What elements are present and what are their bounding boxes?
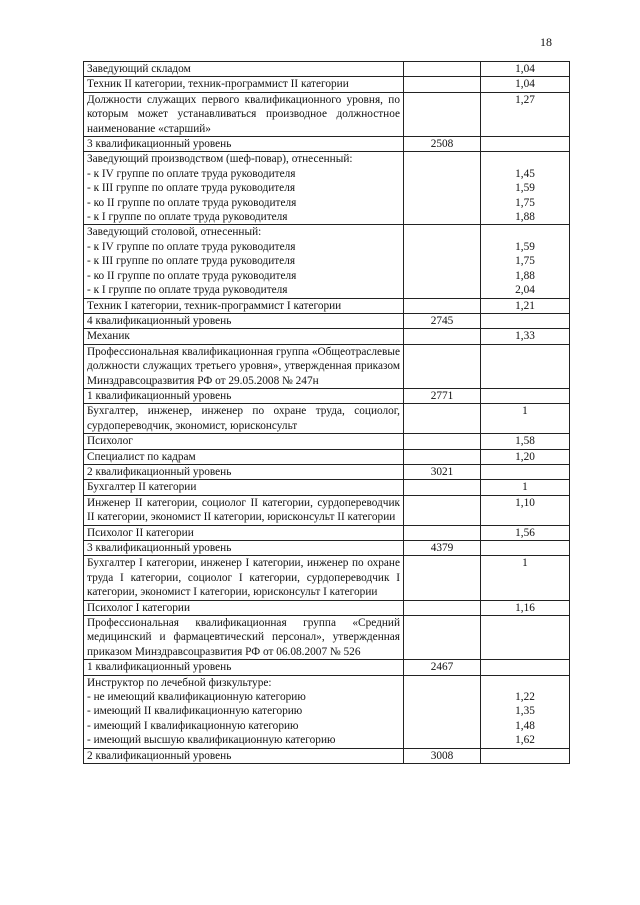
- coefficient-value: [484, 676, 566, 690]
- coefficient-value: 1,04: [515, 63, 535, 75]
- base-salary-cell: [404, 675, 481, 748]
- position-name-cell: [84, 541, 404, 556]
- position-name-line: - к I группе по оплате труда руководителя: [87, 211, 288, 224]
- position-name-line: Психолог I категории: [87, 601, 190, 614]
- coefficient-value: 1,59: [515, 240, 535, 253]
- coefficient-value: 1,27: [515, 93, 535, 106]
- table-row: [84, 600, 570, 615]
- table-row: [84, 137, 570, 152]
- base-salary-cell: [404, 434, 481, 449]
- position-name-line: Техник I категории, техник-программист I категории: [87, 299, 342, 312]
- coefficient-cell: [481, 62, 570, 77]
- coefficient-value: 1: [522, 481, 528, 494]
- position-name-cell: [84, 464, 404, 479]
- coefficient-cell: [481, 495, 570, 525]
- position-name-line: Должности служащих первого квалификационного уровня, по которым может устанавливаться производное должностное наименование «старший»: [87, 93, 400, 135]
- table-row: [84, 660, 570, 675]
- base-salary-cell: [404, 152, 481, 225]
- position-name-cell: [84, 298, 404, 313]
- coefficient-value: 1,75: [515, 196, 535, 209]
- position-name-line: Психолог II категории: [87, 526, 194, 539]
- table-row: [84, 152, 570, 225]
- position-name-line: - ко II группе по оплате труда руководителя: [87, 196, 297, 209]
- coefficient-value: [484, 314, 566, 328]
- position-name-line: Профессиональная квалификационная группа «Средний медицинский и фармацевтический персонал», утвержденная приказом Минздравсоцразвития РФ от 06.08.2007 № 526: [87, 617, 400, 658]
- table-row: [84, 77, 570, 92]
- position-name-line: - ко II группе по оплате труда руководителя: [87, 269, 297, 282]
- position-name-cell: [84, 480, 404, 495]
- coefficient-cell: [481, 449, 570, 464]
- coefficient-cell: [481, 434, 570, 449]
- coefficient-cell: [481, 480, 570, 495]
- coefficient-value: 1,59: [515, 182, 535, 195]
- position-name-line: Техник II категории, техник-программист II категории: [87, 78, 349, 91]
- base-salary-cell: [404, 525, 481, 540]
- coefficient-cell: [481, 313, 570, 328]
- coefficient-cell: [481, 152, 570, 225]
- coefficient-value: [484, 389, 566, 403]
- table-row: [84, 388, 570, 403]
- position-name-cell: [84, 329, 404, 344]
- position-name-line: Специалист по кадрам: [87, 450, 196, 463]
- position-name-cell: [84, 449, 404, 464]
- coefficient-value: 1,48: [515, 719, 535, 732]
- coefficient-value: 1: [522, 405, 528, 418]
- base-salary-cell: 2508: [404, 137, 481, 152]
- coefficient-value: 1,10: [515, 496, 535, 509]
- base-salary-cell: 2467: [404, 660, 481, 675]
- coefficient-value: 1,04: [515, 78, 535, 91]
- position-name-cell: [84, 660, 404, 675]
- base-salary-cell: 4379: [404, 541, 481, 556]
- coefficient-value: 1,35: [515, 705, 535, 718]
- table-row: [84, 344, 570, 388]
- table-row: [84, 480, 570, 495]
- table-row: [84, 495, 570, 525]
- coefficient-cell: [481, 344, 570, 388]
- position-name-cell: [84, 92, 404, 136]
- position-name-line: - к III группе по оплате труда руководителя: [87, 255, 296, 268]
- base-salary-cell: [404, 495, 481, 525]
- position-name-cell: [84, 434, 404, 449]
- position-name-cell: [84, 525, 404, 540]
- position-name-cell: [84, 152, 404, 225]
- position-name-cell: [84, 616, 404, 660]
- position-name-line: - имеющий I квалификационную категорию: [87, 719, 299, 732]
- coefficient-cell: [481, 92, 570, 136]
- table-row: [84, 449, 570, 464]
- base-salary-cell: [404, 600, 481, 615]
- coefficient-value: 1,21: [515, 299, 535, 312]
- position-name-line: Профессиональная квалификационная группа «Общеотраслевые должности служащих третьего уровня», утвержденная приказом Минздравсоцразвития РФ от 29.05.2008 № 247н: [87, 345, 400, 387]
- position-name-line: 1 квалификационный уровень: [87, 389, 232, 402]
- coefficient-cell: [481, 616, 570, 660]
- position-name-cell: [84, 77, 404, 92]
- base-salary-cell: [404, 92, 481, 136]
- position-name-line: 1 квалификационный уровень: [87, 661, 232, 674]
- coefficient-value: [484, 749, 566, 763]
- page-number: 18: [540, 35, 552, 49]
- coefficient-value: 1,16: [515, 601, 535, 614]
- position-name-cell: [84, 404, 404, 434]
- table-row: [84, 464, 570, 479]
- table-row: [84, 525, 570, 540]
- coefficient-value: [484, 345, 566, 359]
- table-row: [84, 675, 570, 748]
- coefficient-value: 1,33: [515, 330, 535, 343]
- coefficient-value: [484, 616, 566, 630]
- coefficient-value: 1: [522, 557, 528, 570]
- table-row: [84, 404, 570, 434]
- coefficient-cell: [481, 600, 570, 615]
- position-name-line: - к III группе по оплате труда руководителя: [87, 182, 296, 195]
- coefficient-value: 1,62: [515, 734, 535, 747]
- table-row: [84, 298, 570, 313]
- coefficient-cell: [481, 137, 570, 152]
- position-name-line: Психолог: [87, 435, 133, 448]
- coefficient-cell: [481, 388, 570, 403]
- base-salary-cell: [404, 329, 481, 344]
- coefficient-cell: [481, 404, 570, 434]
- position-name-line: Заведующий столовой, отнесенный:: [87, 226, 262, 239]
- position-name-line: - к IV группе по оплате труда руководителя: [87, 240, 296, 253]
- position-name-line: - имеющий II квалификационную категорию: [87, 705, 303, 718]
- coefficient-cell: [481, 525, 570, 540]
- table-row: [84, 62, 570, 77]
- coefficient-value: 2,04: [515, 284, 535, 297]
- position-name-line: Инструктор по лечебной физкультуре:: [87, 676, 272, 689]
- coefficient-value: [484, 137, 566, 151]
- coefficient-cell: [481, 464, 570, 479]
- table-row: [84, 225, 570, 298]
- position-name-line: - к IV группе по оплате труда руководителя: [87, 167, 296, 180]
- coefficient-value: 1,75: [515, 255, 535, 268]
- base-salary-cell: 3021: [404, 464, 481, 479]
- position-name-cell: [84, 675, 404, 748]
- base-salary-cell: [404, 298, 481, 313]
- position-name-cell: [84, 62, 404, 77]
- position-name-line: Заведующий производством (шеф-повар), отнесенный:: [87, 153, 353, 166]
- coefficient-cell: [481, 556, 570, 600]
- coefficient-value: [484, 465, 566, 479]
- position-name-line: Инженер II категории, социолог II категории, сурдопереводчик II категории, экономист II категории, юрисконсульт II категории: [87, 496, 400, 524]
- coefficient-cell: [481, 77, 570, 92]
- table-row: [84, 92, 570, 136]
- coefficient-cell: [481, 660, 570, 675]
- coefficient-cell: [481, 675, 570, 748]
- position-name-cell: [84, 495, 404, 525]
- base-salary-cell: [404, 404, 481, 434]
- position-name-line: 3 квалификационный уровень: [87, 542, 232, 554]
- table-row: [84, 556, 570, 600]
- position-name-line: Бухгалтер, инженер, инженер по охране труда, социолог, сурдопереводчик, экономист, юрисконсульт: [87, 405, 400, 432]
- coefficient-value: [484, 225, 566, 239]
- coefficient-value: [484, 541, 566, 555]
- table-row: [84, 313, 570, 328]
- base-salary-cell: [404, 344, 481, 388]
- table-row: [84, 541, 570, 556]
- base-salary-cell: [404, 62, 481, 77]
- coefficient-value: 1,58: [515, 435, 535, 448]
- position-name-line: Бухгалтер I категории, инженер I категории, инженер по охране труда I категории, социолог I категории, сурдопереводчик I категории, экономист I категории, юрисконсульт I категории: [87, 557, 400, 599]
- position-name-cell: [84, 600, 404, 615]
- position-name-cell: [84, 388, 404, 403]
- coefficient-value: 1,88: [515, 211, 535, 224]
- coefficient-cell: [481, 298, 570, 313]
- position-name-line: 2 квалификационный уровень: [87, 749, 232, 762]
- base-salary-cell: [404, 480, 481, 495]
- coefficient-cell: [481, 748, 570, 763]
- coefficient-value: [484, 660, 566, 674]
- base-salary-cell: [404, 616, 481, 660]
- position-name-cell: [84, 137, 404, 152]
- coefficient-cell: [481, 541, 570, 556]
- base-salary-cell: [404, 556, 481, 600]
- coefficient-value: [484, 152, 566, 166]
- position-name-line: - не имеющий квалификационную категорию: [87, 691, 306, 704]
- table-row: [84, 616, 570, 660]
- coefficient-value: 1,56: [515, 526, 535, 539]
- base-salary-cell: 2771: [404, 388, 481, 403]
- coefficient-value: 1,20: [515, 450, 535, 463]
- position-name-line: - имеющий высшую квалификационную категорию: [87, 734, 336, 747]
- base-salary-cell: [404, 77, 481, 92]
- position-name-line: Бухгалтер II категории: [87, 481, 197, 494]
- base-salary-cell: [404, 449, 481, 464]
- position-name-cell: [84, 344, 404, 388]
- table-row: [84, 748, 570, 763]
- base-salary-cell: 2745: [404, 313, 481, 328]
- coefficient-value: 1,22: [515, 691, 535, 704]
- base-salary-cell: [404, 225, 481, 298]
- position-name-line: Механик: [87, 330, 130, 343]
- base-salary-cell: 3008: [404, 748, 481, 763]
- coefficient-value: 1,88: [515, 269, 535, 282]
- coefficient-value: 1,45: [515, 167, 535, 180]
- coefficient-cell: [481, 329, 570, 344]
- position-name-cell: [84, 225, 404, 298]
- position-name-cell: [84, 748, 404, 763]
- position-name-line: 2 квалификационный уровень: [87, 465, 232, 478]
- position-name-line: - к I группе по оплате труда руководителя: [87, 284, 288, 297]
- table-row: [84, 434, 570, 449]
- position-name-line: 3 квалификационный уровень: [87, 138, 232, 151]
- position-name-cell: [84, 313, 404, 328]
- position-name-line: Заведующий складом: [87, 63, 191, 75]
- coefficient-cell: [481, 225, 570, 298]
- position-name-cell: [84, 556, 404, 600]
- salary-coefficient-table: [83, 61, 570, 764]
- position-name-line: 4 квалификационный уровень: [87, 314, 232, 327]
- table-row: [84, 329, 570, 344]
